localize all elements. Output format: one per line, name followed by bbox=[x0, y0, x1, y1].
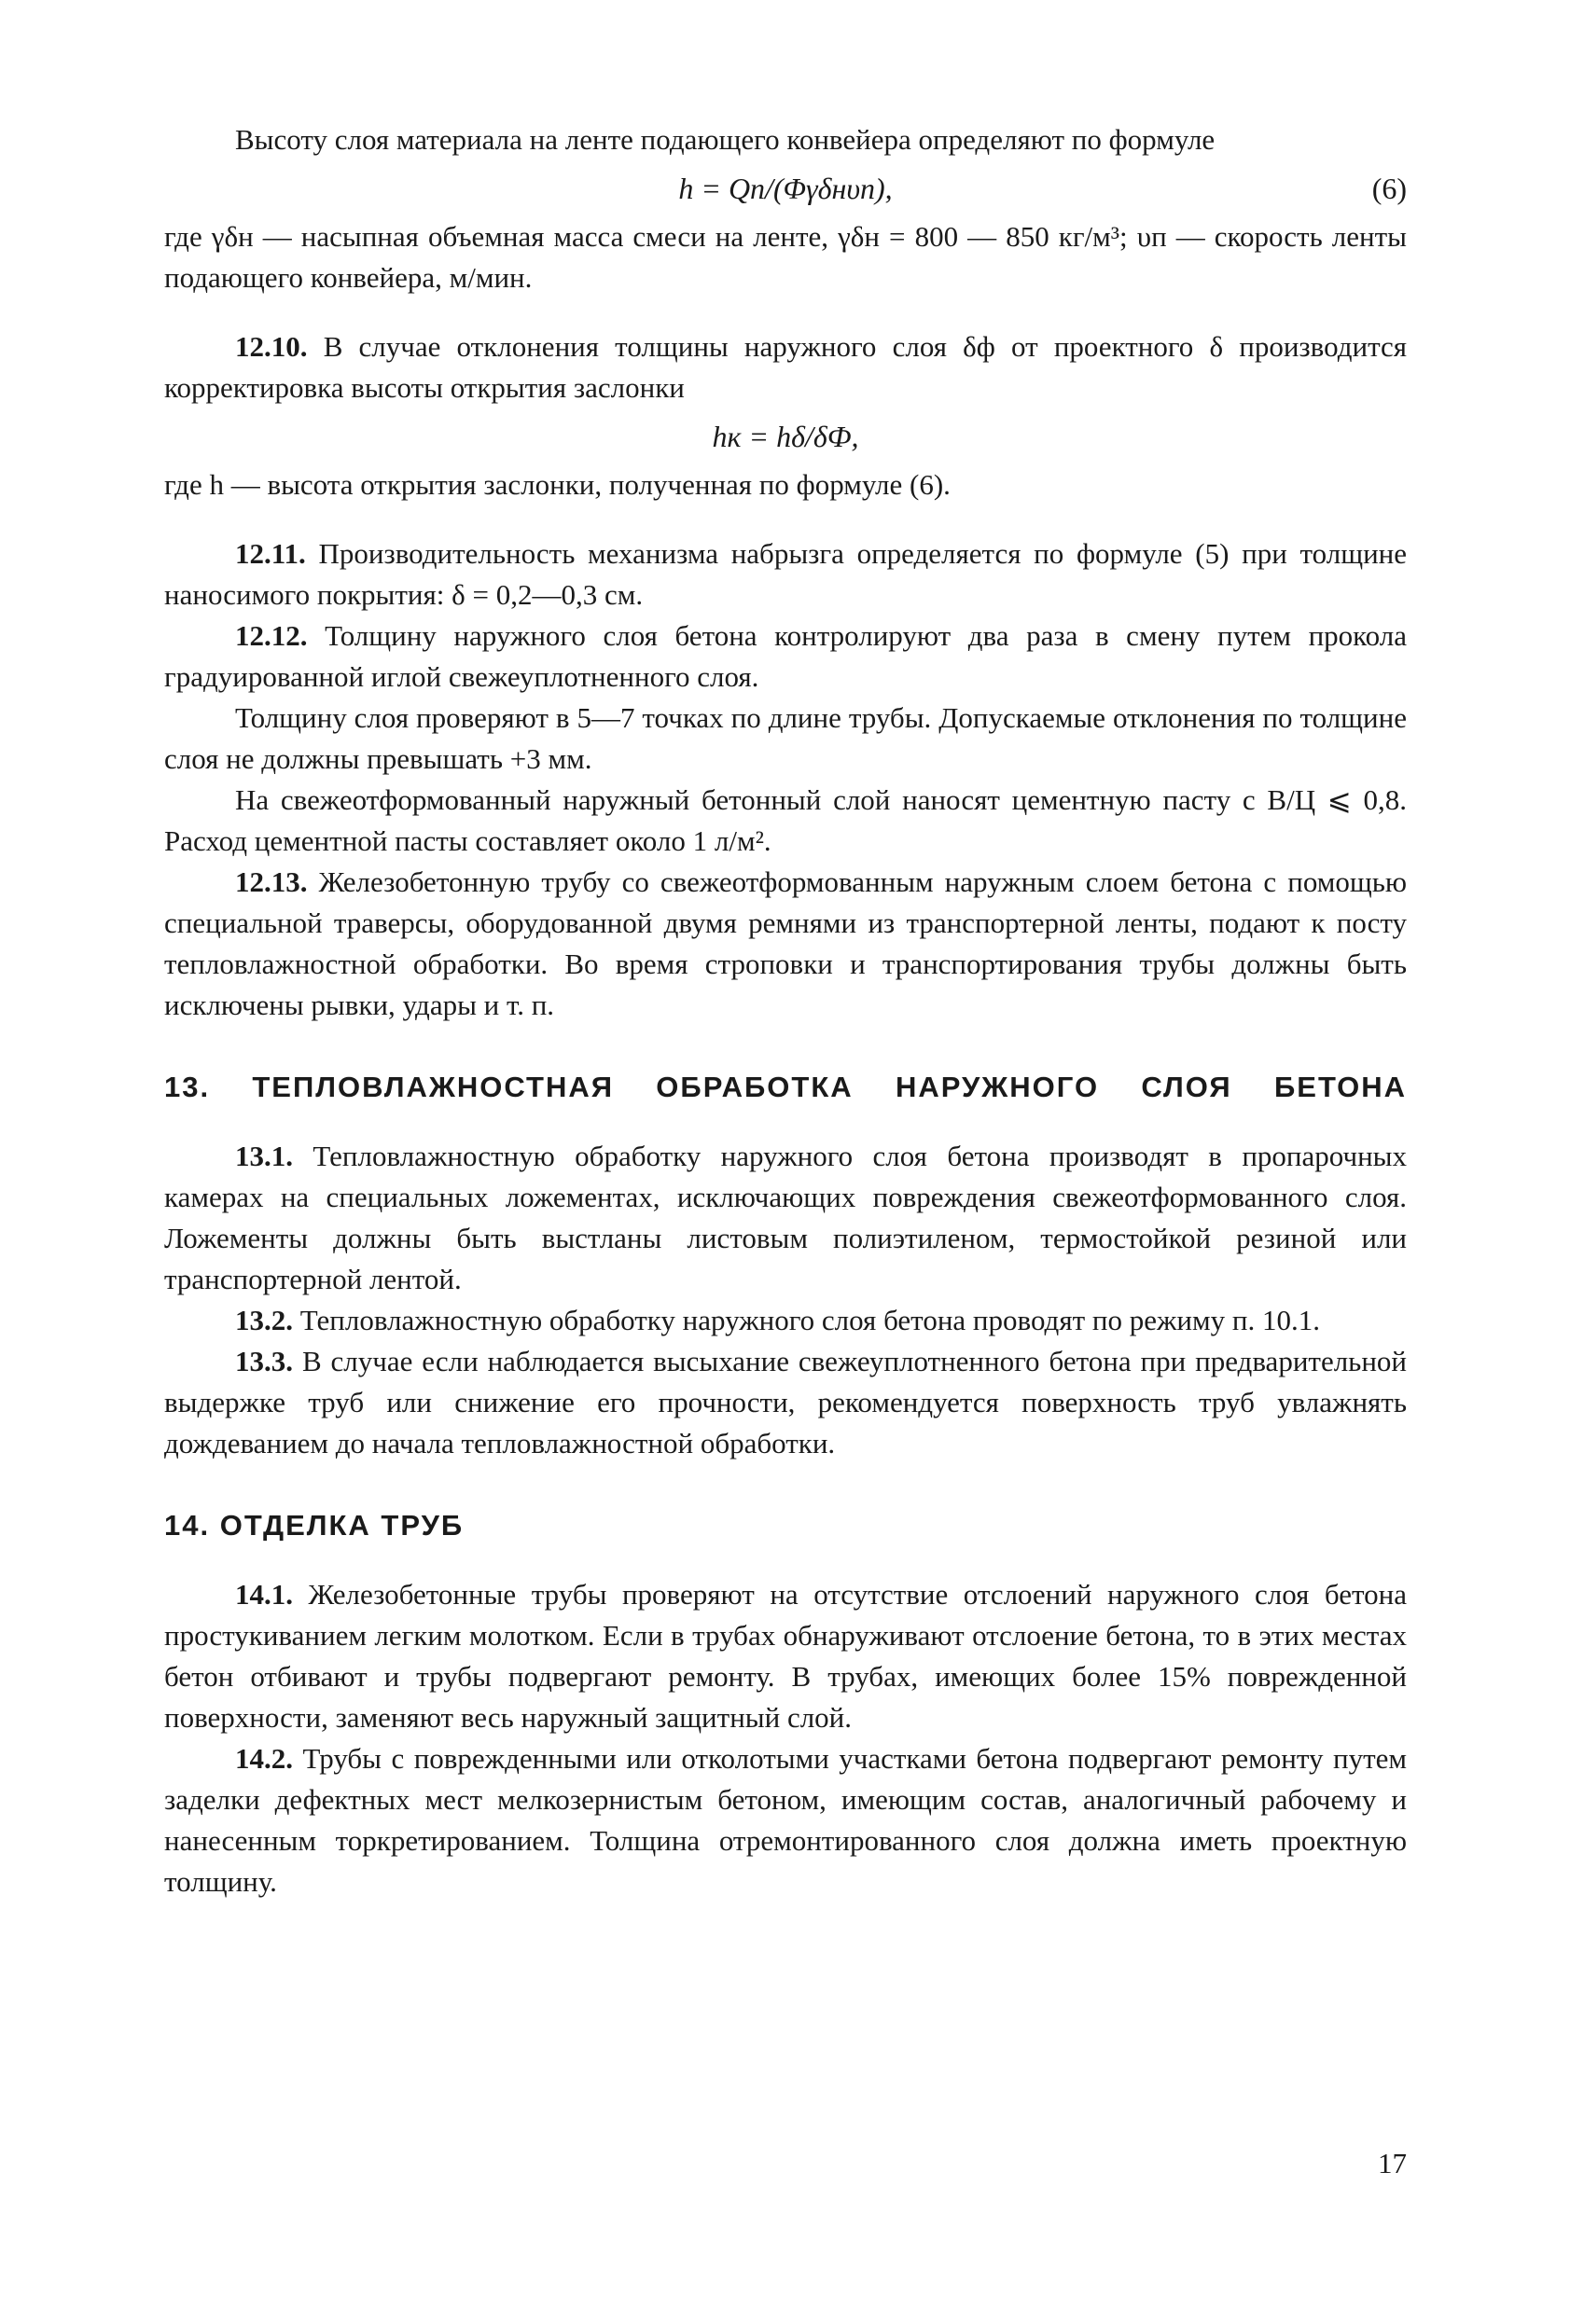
paragraph-intro: Высоту слоя материала на ленте подающего конвейера определяют по формуле bbox=[235, 123, 1216, 156]
section-12-13 bbox=[164, 862, 1407, 1026]
section-text: Железобетонные трубы проверяют на отсутствие отслоений наружного слоя бетона простукиванием легким молотком. Если в трубах обнаруживают отслоение бетона, то в этих местах бетон отбивают и трубы подвергают ремонту. В трубах, имеющих более 15% поврежденной поверхности, заменяют весь наружный защитный слой. bbox=[164, 1578, 1408, 1734]
section-text: Трубы с поврежденными или отколотыми участками бетона подвергают ремонту путем заделки дефектных мест мелкозернистым бетоном, имеющим состав, аналогичный рабочему и нанесенным торкретированием. Толщина отремонтированного слоя должна иметь проектную толщину. bbox=[164, 1742, 1408, 1898]
section-text: В случае отклонения толщины наружного слоя δф от проектного δ производится корректировка высоты открытия заслонки bbox=[164, 330, 1408, 404]
formula-hk bbox=[164, 416, 1407, 457]
paragraph-paste: На свежеотформованный наружный бетонный слой наносят цементную пасту с В/Ц ⩽ 0,8. Расход цементной пасты составляет около 1 л/м². bbox=[164, 783, 1407, 857]
page-content bbox=[164, 119, 1407, 1902]
paragraph-thickness: Толщину слоя проверяют в 5—7 точках по длине трубы. Допускаемые отклонения по толщине слоя не должны превышать +3 мм. bbox=[164, 701, 1407, 775]
section-number: 13.2. bbox=[235, 1304, 293, 1336]
section-text: Толщину наружного слоя бетона контролируют два раза в смену путем прокола градуированной иглой свежеуплотненного слоя. bbox=[164, 619, 1407, 693]
section-12-12 bbox=[164, 616, 1407, 698]
formula-hk-text: hк = hδ/δФ, bbox=[712, 420, 859, 453]
section-text: В случае если наблюдается высыхание свежеуплотненного бетона при предварительной выдержке труб или снижение его прочности, рекомендуется поверхность труб увлажнять дождеванием до начала тепловлажностной обработки. bbox=[164, 1345, 1408, 1459]
section-number: 12.10. bbox=[235, 330, 308, 363]
section-12-11 bbox=[164, 533, 1407, 616]
section-12-10 bbox=[164, 326, 1407, 408]
section-number: 14.2. bbox=[235, 1742, 293, 1775]
paragraph-where-1: где γδн — насыпная объемная масса смеси на ленте, γδн = 800 — 850 кг/м³; υп — скорость ленты подающего конвейера, м/мин. bbox=[164, 220, 1407, 294]
formula-6-text: h = Qп/(Φγδнυп), bbox=[678, 172, 893, 205]
paragraph-where-2: где h — высота открытия заслонки, полученная по формуле (6). bbox=[164, 468, 951, 501]
heading-section-13: 13. ТЕПЛОВЛАЖНОСТНАЯ ОБРАБОТКА НАРУЖНОГО СЛОЯ БЕТОНА bbox=[164, 1071, 1407, 1103]
section-number: 13.1. bbox=[235, 1140, 293, 1172]
section-number: 13.3. bbox=[235, 1345, 293, 1377]
section-13-2 bbox=[164, 1300, 1407, 1341]
section-14-1 bbox=[164, 1574, 1407, 1738]
section-number: 14.1. bbox=[235, 1578, 293, 1611]
section-text: Тепловлажностную обработку наружного слоя бетона производят в пропарочных камерах на специальных ложементах, исключающих повреждения свежеотформованного слоя. Ложементы должны быть выстланы листовым полиэтиленом, термостойкой резиной или транспортерной лентой. bbox=[164, 1140, 1407, 1295]
heading-section-14: 14. ОТДЕЛКА ТРУБ bbox=[164, 1509, 465, 1542]
page-number: 17 bbox=[1378, 2147, 1407, 2179]
formula-6 bbox=[164, 168, 1407, 209]
section-text: Тепловлажностную обработку наружного слоя бетона проводят по режиму п. 10.1. bbox=[299, 1304, 1320, 1336]
section-number: 12.11. bbox=[235, 537, 306, 570]
section-14-2 bbox=[164, 1738, 1407, 1902]
section-text: Производительность механизма набрызга определяется по формуле (5) при толщине наносимого покрытия: δ = 0,2—0,3 см. bbox=[164, 537, 1408, 611]
section-number: 12.13. bbox=[235, 865, 308, 898]
section-number: 12.12. bbox=[235, 619, 308, 652]
section-13-1 bbox=[164, 1136, 1407, 1300]
section-text: Железобетонную трубу со свежеотформованным наружным слоем бетона с помощью специальной траверсы, оборудованной двумя ремнями из транспортерной ленты, подают к посту тепловлажностной обработки. Во время строповки и транспортирования трубы должны быть исключены рывки, удары и т. п. bbox=[164, 865, 1408, 1021]
formula-6-number: (6) bbox=[1371, 172, 1407, 205]
section-13-3 bbox=[164, 1341, 1407, 1464]
